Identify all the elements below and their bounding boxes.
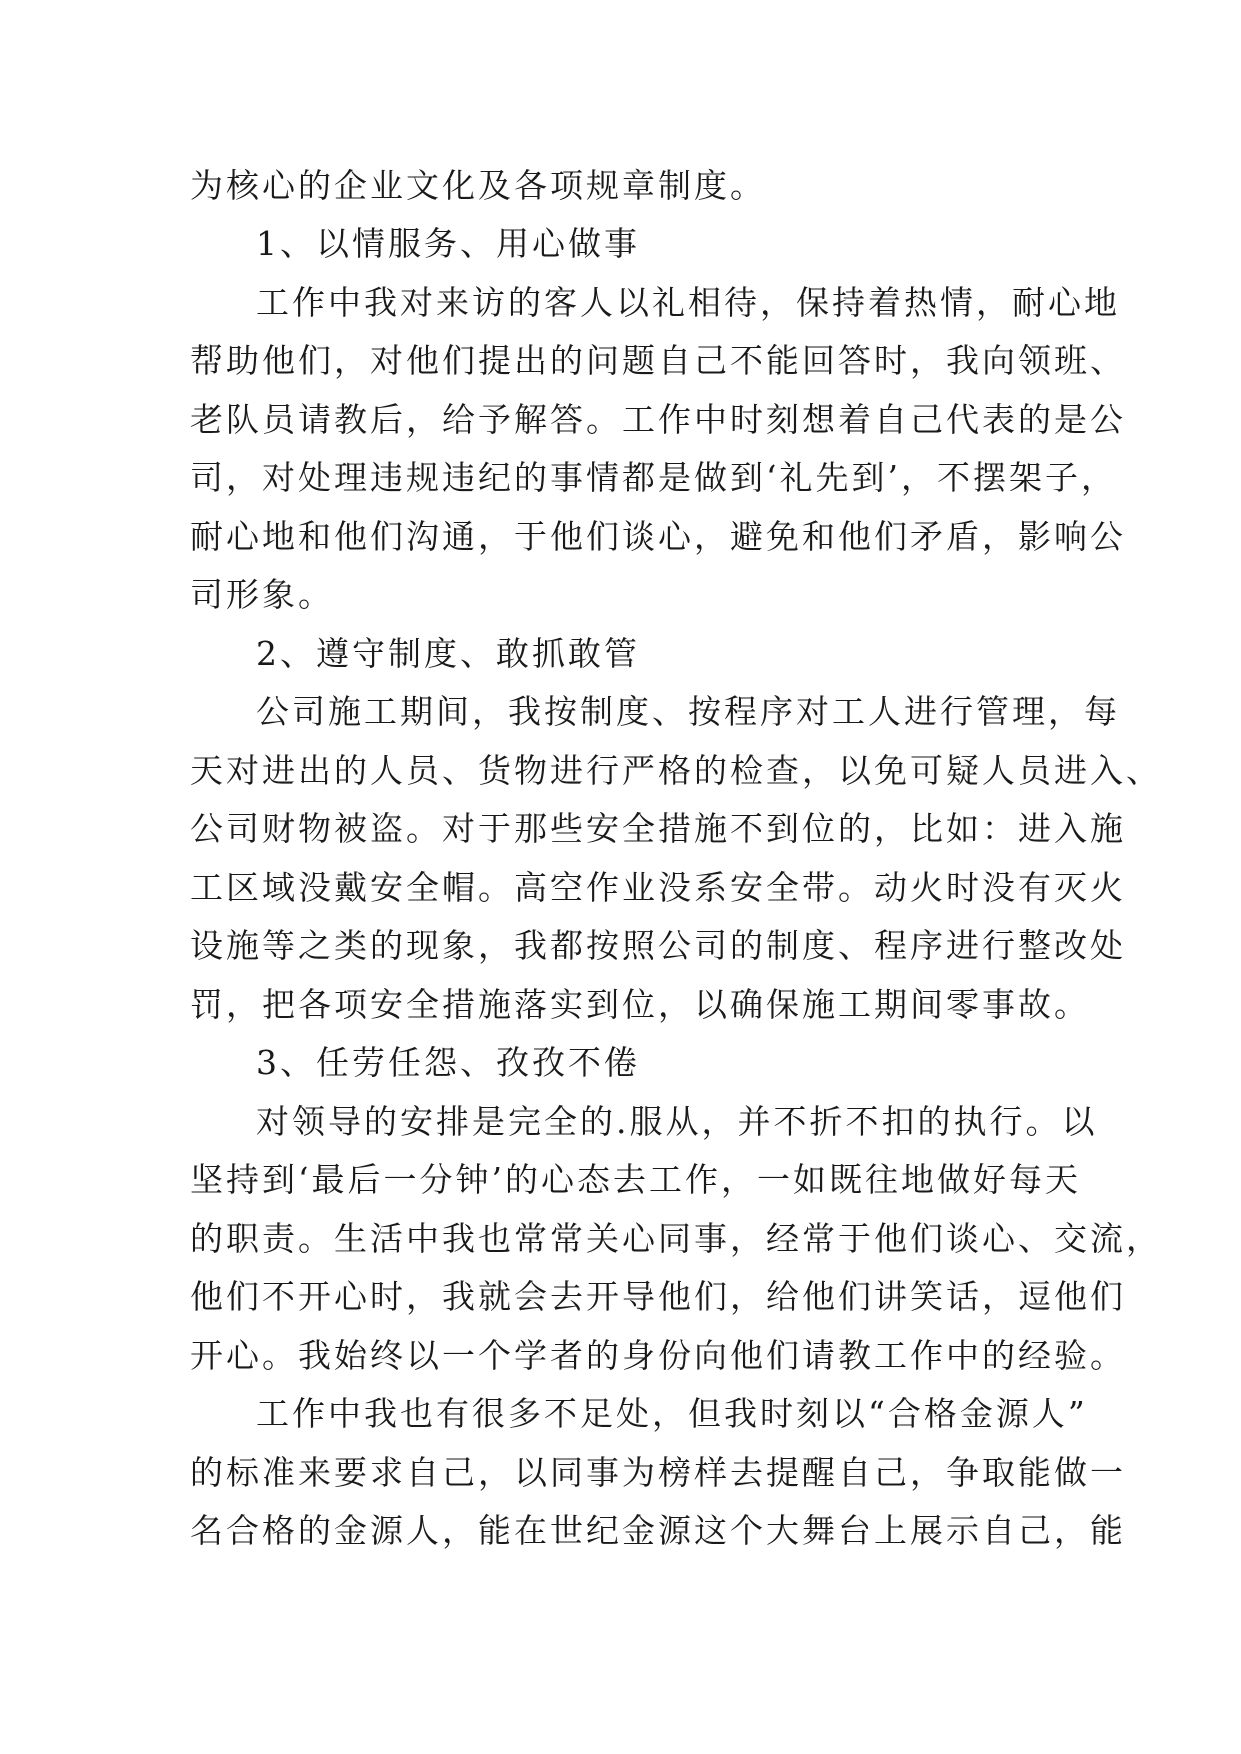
text-line: 他们不开心时，我就会去开导他们，给他们讲笑话，逗他们 <box>190 1277 1126 1316</box>
text-line: 老队员请教后，给予解答。工作中时刻想着自己代表的是公 <box>190 400 1126 439</box>
text-line: 的标准来要求自己，以同事为榜样去提醒自己，争取能做一 <box>190 1453 1126 1492</box>
text-line: 公司施工期间，我按制度、按程序对工人进行管理，每 <box>256 692 1120 731</box>
text-line: 帮助他们，对他们提出的问题自己不能回答时，我向领班、 <box>190 341 1126 380</box>
text-line: 名合格的金源人，能在世纪金源这个大舞台上展示自己，能 <box>190 1511 1126 1550</box>
section-heading: 2、遵守制度、敢抓敢管 <box>256 634 640 673</box>
section-heading: 1、以情服务、用心做事 <box>256 224 640 263</box>
text-line: 坚持到‘最后一分钟’的心态去工作，一如既往地做好每天 <box>190 1160 1081 1199</box>
text-line: 的职责。生活中我也常常关心同事，经常于他们谈心、交流， <box>190 1219 1162 1258</box>
text-line: 罚，把各项安全措施落实到位，以确保施工期间零事故。 <box>190 985 1090 1024</box>
text-line: 司，对处理违规违纪的事情都是做到‘礼先到’，不摆架子， <box>190 458 1117 497</box>
text-line: 耐心地和他们沟通，于他们谈心，避免和他们矛盾，影响公 <box>190 517 1126 556</box>
text-line: 对领导的安排是完全的.服从，并不折不扣的执行。以 <box>256 1102 1098 1141</box>
text-line: 天对进出的人员、货物进行严格的检查，以免可疑人员进入、 <box>190 751 1162 790</box>
text-line: 工区域没戴安全帽。高空作业没系安全带。动火时没有灭火 <box>190 868 1126 907</box>
text-line: 工作中我对来访的客人以礼相待，保持着热情，耐心地 <box>256 283 1120 322</box>
text-line: 公司财物被盗。对于那些安全措施不到位的，比如：进入施 <box>190 809 1126 848</box>
text-line: 为核心的企业文化及各项规章制度。 <box>190 166 766 205</box>
text-line: 设施等之类的现象，我都按照公司的制度、程序进行整改处 <box>190 926 1126 965</box>
section-heading: 3、任劳任怨、孜孜不倦 <box>256 1043 640 1082</box>
text-line: 司形象。 <box>190 575 334 614</box>
text-line: 开心。我始终以一个学者的身份向他们请教工作中的经验。 <box>190 1336 1126 1375</box>
text-line: 工作中我也有很多不足处，但我时刻以“合格金源人” <box>256 1394 1088 1433</box>
